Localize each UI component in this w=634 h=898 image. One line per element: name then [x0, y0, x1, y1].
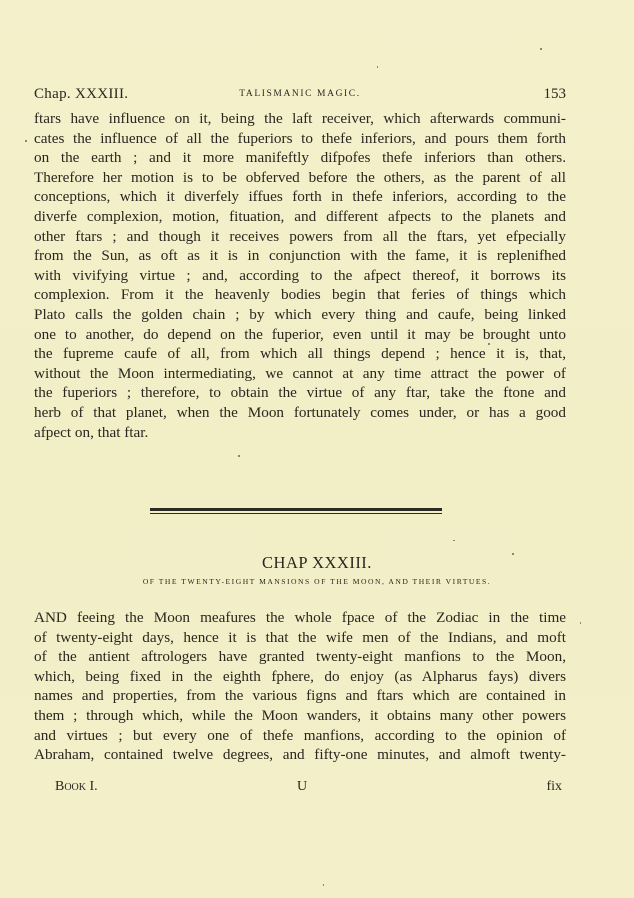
- paper-speck: [488, 343, 490, 345]
- text-line: Abraham, contained twelve degrees, and fifty-one minutes, and almoft twenty-: [34, 746, 566, 764]
- catchword: fix: [546, 779, 562, 794]
- text-line: afpect on, that ftar.: [34, 423, 149, 441]
- text-line: of twenty-eight days, hence it is that the wife men of the Indians, and moft: [34, 628, 566, 646]
- divider-thick-rule: [150, 508, 442, 511]
- text-line: without the Moon intermediating, we cannot at any time attract the power of: [34, 364, 566, 382]
- text-line: complexion. From it the heavenly bodies begin that feries of things which: [34, 286, 566, 304]
- chapter-title: CHAP XXXIII.: [262, 553, 372, 572]
- running-title: TALISMANIC MAGIC.: [239, 89, 361, 99]
- section-divider: [150, 508, 442, 514]
- printer-signature-mark: U: [297, 779, 308, 794]
- divider-thin-rule: [150, 513, 442, 514]
- paper-speck: [580, 622, 581, 624]
- paper-speck: [323, 884, 324, 886]
- text-line: Plato calls the golden chain ; by which every thing and caufe, being linked: [34, 305, 566, 323]
- text-line: ftars have influence on it, being the laft receiver, which afterwards communi-: [34, 110, 566, 127]
- text-line: the fuperiors ; therefore, to obtain the virtue of any ftar, take the ftone and: [34, 384, 566, 402]
- paper-speck: [238, 455, 240, 457]
- paper-speck: [453, 540, 455, 541]
- page-footer: [55, 779, 562, 799]
- text-line: conceptions, which it diverfely iffues forth in thefe inferiors, according to the: [34, 188, 566, 206]
- running-header: [34, 86, 566, 106]
- text-line: and virtues ; but every one of thefe manfions, according to the opinion of: [34, 726, 566, 744]
- paper-speck: [377, 66, 378, 68]
- text-line: herb of that planet, when the Moon fortunately comes under, or has a good: [34, 403, 566, 421]
- page-number: 153: [543, 86, 566, 102]
- text-line: them ; through which, while the Moon wanders, it obtains many other powers: [34, 706, 566, 724]
- paper-speck: [512, 553, 514, 555]
- chapter-subtitle: OF THE TWENTY-EIGHT MANSIONS OF THE MOON, AND THEIR VIRTUES.: [142, 577, 492, 586]
- text-line: of the antient aftrologers have granted twenty-eight manfions to the Moon,: [34, 648, 566, 666]
- text-line: diverfe complexion, motion, fituation, and different afpects to the planets and: [34, 207, 566, 225]
- chapter-reference: Chap. XXXIII.: [34, 86, 129, 102]
- paragraph-chapter-opening: [34, 608, 566, 765]
- text-line: with vivifying virtue ; and, according to the afpect thereof, it borrows its: [34, 266, 566, 284]
- book-signature: Book I.: [55, 779, 98, 794]
- text-line: which, being fixed in the eighth fphere, do enjoy (as Alpharus fays) divers: [34, 667, 566, 685]
- text-line: names and properties, from the various figns and ftars which are contained in: [34, 687, 566, 705]
- text-line: from the Sun, as oft as it is in conjunction with the fame, it is replenifhed: [34, 247, 566, 265]
- text-line: one to another, do depend on the fuperior, even until it may be brought unto: [34, 325, 566, 343]
- paragraph-continuation: [34, 109, 566, 442]
- text-line: other ftars ; and though it receives powers from all the ftars, yet efpecially: [34, 227, 566, 245]
- text-line: AND feeing the Moon meafures the whole fpace of the Zodiac in the time: [34, 609, 566, 626]
- paper-speck: [25, 140, 27, 142]
- paper-speck: [540, 48, 542, 50]
- text-line: the fupreme caufe of all, from which all things depend ; hence it is, that,: [34, 345, 566, 363]
- text-line: Therefore her motion is to be obferved before the others, as the parent of all: [34, 168, 566, 186]
- text-line: cates the influence of all the fuperiors to thefe inferiors, and pours them forth: [34, 129, 566, 147]
- text-line: on the earth ; and it more manifeftly difpofes thefe inferiors than others.: [34, 149, 566, 167]
